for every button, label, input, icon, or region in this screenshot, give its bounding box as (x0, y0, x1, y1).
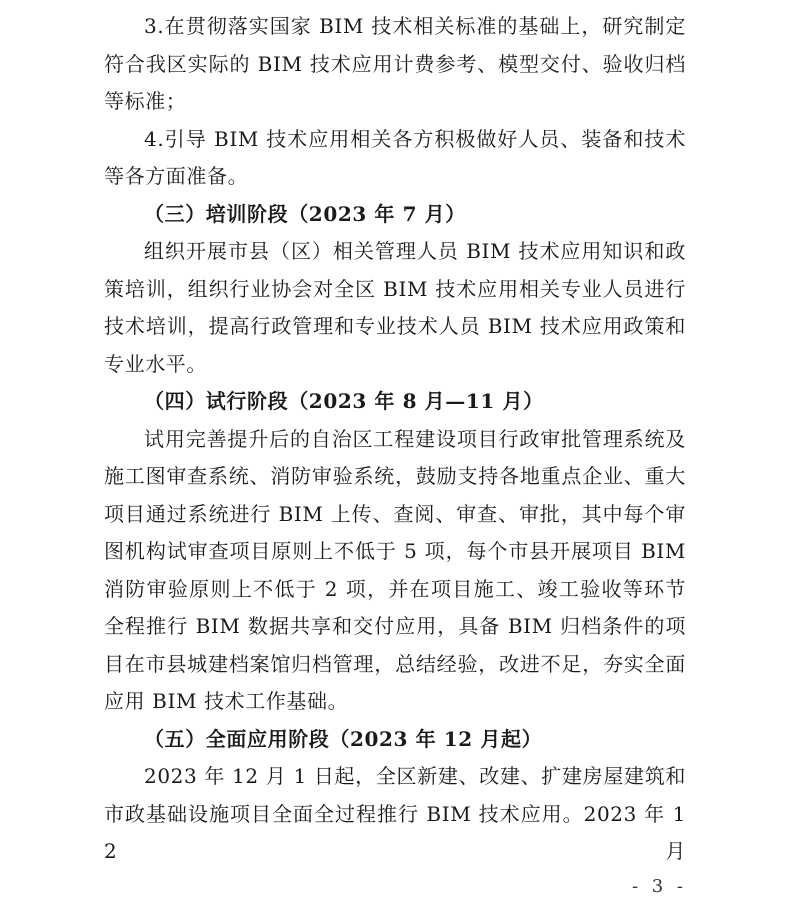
section-heading-training: （三）培训阶段（2023 年 7 月） (144, 201, 466, 226)
paragraph-preparation: 4.引导 BIM 技术应用相关各方积极做好人员、装备和技术等各方面准备。 (104, 126, 686, 188)
paragraph-training: 组织开展市县（区）相关管理人员 BIM 技术应用知识和政策培训，组织行业协会对全区 BIM 技术应用相关专业人员进行技术培训，提高行政管理和专业技术人员 BIM 技术应用政策和专业水平。 (104, 239, 686, 376)
section-heading-trial: （四）试行阶段（2023 年 8 月—11 月） (144, 389, 544, 413)
paragraph-standards: 3.在贯彻落实国家 BIM 技术相关标准的基础上，研究制定符合我区实际的 BIM 技术应用计费参考、模型交付、验收归档等标准； (104, 14, 686, 113)
paragraph-full-application: 2023 年 12 月 1 日起，全区新建、改建、扩建房屋建筑和市政基础设施项目全面全过程推行 BIM 技术应用。2023 年 12 月 (104, 764, 686, 863)
page-number: - 3 - (631, 876, 687, 897)
document-page (104, 8, 686, 871)
section-heading-full-application: （五）全面应用阶段（2023 年 12 月起） (144, 726, 543, 751)
paragraph-trial: 试用完善提升后的自治区工程建设项目行政审批管理系统及施工图审查系统、消防审验系统，鼓励支持各地重点企业、重大项目通过系统进行 BIM 上传、查阅、审查、审批，其中每个审图机构试审查项目原则上不低于 5 项，每个市县开展项目 BIM 消防审验原则上不低于 2 项，并在项目施工、竣工验收等环节全程推行 BIM 数据共享和交付应用，具备 BIM 归档条件的项目在市县城建档案馆归档管理，总结经验，改进不足，夯实全面应用 BIM 技术工作基础。 (104, 426, 686, 713)
